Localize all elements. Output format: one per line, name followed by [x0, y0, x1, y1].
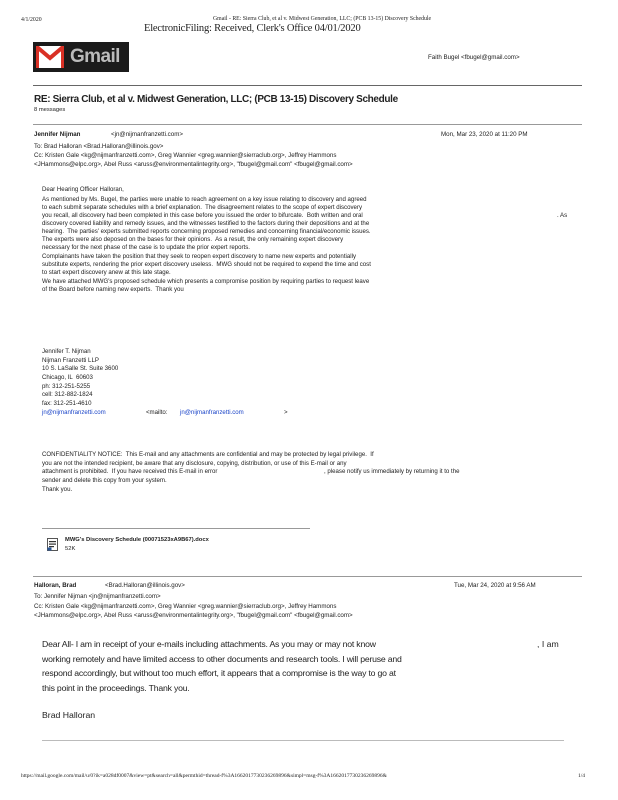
print-date: 4/1/2020: [21, 17, 42, 23]
to-line: To: Brad Halloran <Brad.Halloran@illinois.gov>: [34, 143, 164, 150]
account-email: Faith Bugel <fbugel@gmail.com>: [428, 54, 520, 61]
sig-line: Jennifer T. Nijman: [42, 348, 91, 355]
thread-subject: RE: Sierra Club, et al v. Midwest Generation, LLC; (PCB 13-15) Discovery Schedule: [34, 94, 398, 105]
sig-line: 10 S. LaSalle St. Suite 3600: [42, 365, 119, 372]
body-line: Complainants have taken the position that they seek to reopen expert discovery to name new experts and potentially: [42, 253, 357, 260]
conf-line-tail: , please notify us immediately by returning it to the: [324, 468, 460, 475]
body-line: necessary for the next phase of the case is to update the prior expert reports.: [42, 244, 250, 251]
body-line-tail: , I am: [537, 639, 559, 649]
divider: [33, 85, 582, 86]
body-line: to start expert discovery anew at this late stage.: [42, 269, 171, 276]
attachment-name[interactable]: MWG's Discovery Schedule (00071523xA9B67).docx: [65, 537, 209, 543]
document-icon: [47, 538, 58, 551]
body-line: to each submit separate schedules with a brief explanation. The disagreement relates to the scope of expert discovery: [42, 204, 362, 211]
divider: [33, 124, 582, 125]
print-title: Gmail - RE: Sierra Club, et al v. Midwest Generation, LLC; (PCB 13-15) Discovery Schedule: [213, 16, 432, 22]
conf-line: CONFIDENTIALITY NOTICE: This E-mail and any attachments are confidential and may be protected by legal privilege. If: [42, 451, 374, 458]
sig-line: fax: 312-251-4610: [42, 400, 92, 407]
body-line: this point in the proceedings. Thank you.: [42, 683, 190, 693]
cc-line-cont: <JHammons@elpc.org>, Abel Russ <aruss@environmentalintegrity.org>, "fbugel@gmail.com" <fbugel@gmail.com>: [34, 161, 353, 168]
filing-stamp: ElectronicFiling: Received, Clerk's Office 04/01/2020: [144, 23, 361, 34]
body-line: hearing. The parties' experts submitted reports concerning proposed remedies and concerning financial/economic issues.: [42, 228, 371, 235]
conf-line: sender and delete this copy from your system.: [42, 477, 167, 484]
print-url: https://mail.google.com/mail/u/0?ik=a028df0007&view=pt&search=all&permthid=thread-f%3A1662017730236269896&simpl=msg-f%3A1662017730236269896&: [21, 773, 387, 779]
body-line: Dear All- I am in receipt of your e-mails including attachments. As you may or may not know: [42, 639, 376, 649]
body-line: of the Board before naming new experts. Thank you: [42, 286, 184, 293]
sig-mailto: <mailto:: [146, 409, 168, 416]
sig-line: Nijman Franzetti LLP: [42, 357, 99, 364]
body-line: working remotely and have limited access to other documents and research tools. I will peruse and: [42, 654, 402, 664]
gmail-logo-text: Gmail: [70, 46, 120, 67]
attachment-size: 52K: [65, 546, 76, 552]
sig-line: ph: 312-251-5255: [42, 383, 91, 390]
sender-email: <Brad.Halloran@illinois.gov>: [105, 582, 185, 589]
salutation: Dear Hearing Officer Halloran,: [42, 186, 124, 193]
cc-line: Cc: Kristen Gale <kg@nijmanfranzetti.com>, Greg Wannier <greg.wannier@sierraclub.org>, Jeffrey Hammons: [34, 152, 337, 159]
to-line: To: Jennifer Nijman <jn@nijmanfranzetti.com>: [34, 593, 161, 600]
conf-line: attachment is prohibited. If you have received this E-mail in error: [42, 468, 218, 475]
message-date: Mon, Mar 23, 2020 at 11:20 PM: [441, 131, 528, 138]
body-line: As mentioned by Ms. Bugel, the parties were unable to reach agreement on a key issue relating to discovery and agreed: [42, 196, 367, 203]
body-line: substitute experts, rendering the prior expert discovery useless. MWG should not be required to expend the time and cost: [42, 261, 371, 268]
sig-line: cell: 312-882-1824: [42, 391, 93, 398]
body-line: The experts were also deposed on the bases for their opinions. As a result, the only remaining expert discovery: [42, 236, 344, 243]
message-date: Tue, Mar 24, 2020 at 9:56 AM: [454, 582, 536, 589]
conf-line: you are not the intended recipient, be aware that any disclosure, copying, distribution, or use of this E-mail or any: [42, 460, 347, 467]
sender-email: <jn@nijmanfranzetti.com>: [111, 131, 183, 138]
body-line: discovery covered liability and remedy issues, and the witnesses testified to the factors during their depositions and at the: [42, 220, 370, 227]
gmail-logo: [33, 42, 129, 72]
sender-name[interactable]: Halloran, Brad: [34, 582, 77, 589]
sender-name[interactable]: Jennifer Nijman: [34, 131, 81, 138]
body-line: respond accordingly, but without too much effort, it appears that a compromise is the way to go at: [42, 668, 396, 678]
sig-mailto-link[interactable]: jn@nijmanfranzetti.com: [180, 409, 244, 416]
signature: Brad Halloran: [42, 710, 96, 720]
body-line: you recall, all discovery had been completed in this case before you issued the order to bifurcate. Both written and oral: [42, 212, 363, 219]
body-line-tail: . As: [557, 212, 568, 219]
divider: [42, 740, 564, 741]
attachment-divider: [42, 528, 310, 529]
sig-mailto-close: >: [284, 409, 288, 416]
cc-line: Cc: Kristen Gale <kg@nijmanfranzetti.com>, Greg Wannier <greg.wannier@sierraclub.org>, Jeffrey Hammons: [34, 603, 337, 610]
cc-line-cont: <JHammons@elpc.org>, Abel Russ <aruss@environmentalintegrity.org>, "fbugel@gmail.com" <fbugel@gmail.com>: [34, 612, 353, 619]
message-count: 8 messages: [34, 107, 66, 113]
body-line: We have attached MWG's proposed schedule which presents a compromise position by requiring parties to request leave: [42, 278, 370, 285]
divider: [33, 576, 582, 577]
page-number: 1/4: [578, 773, 586, 779]
sig-email-link[interactable]: jn@nijmanfranzetti.com: [42, 409, 106, 416]
sig-line: Chicago, IL 60603: [42, 374, 93, 381]
conf-line: Thank you.: [42, 486, 73, 493]
gmail-envelope-icon: [36, 46, 64, 68]
